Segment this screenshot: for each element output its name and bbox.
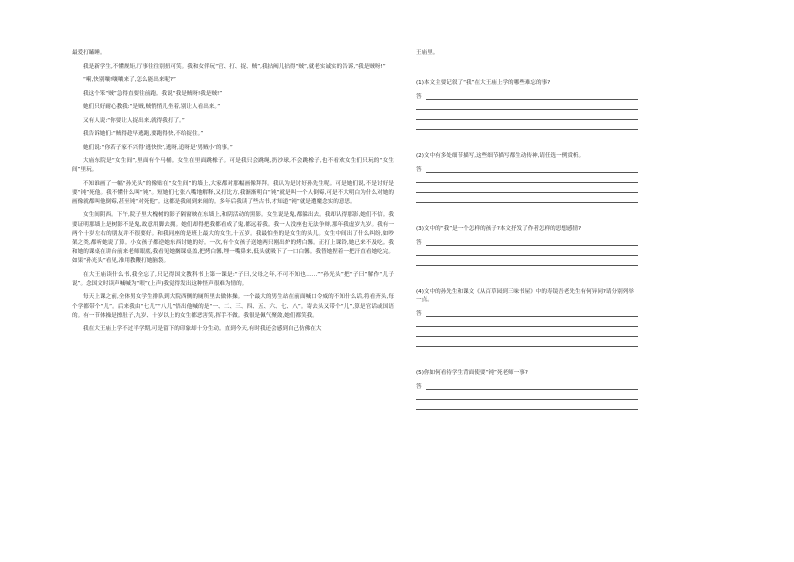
answer-row xyxy=(416,381,638,390)
body-paragraph: 大庙东院是“女生间”,里面有个马桶。女生在里面跳橡子。可是我只会跳绳,扔沙球,不会跳橡子,也不看欢女生们只玩的“女生间”里玩。 xyxy=(72,158,394,174)
answer-row xyxy=(416,164,638,173)
answer-row xyxy=(416,237,638,246)
answer-line[interactable] xyxy=(416,120,638,130)
answer-line[interactable] xyxy=(416,390,638,400)
body-paragraph: 又有人说:“你要让人捉出来,就得我打了。” xyxy=(83,117,185,124)
answer-label: 答 xyxy=(416,240,422,246)
answer-label: 答 xyxy=(416,311,422,317)
answer-line[interactable] xyxy=(426,383,638,390)
question-text: (1)本文主要记叙了“我”在大王庙上学的哪些难忘的事? xyxy=(416,80,551,86)
question-block xyxy=(416,79,638,130)
question-text: (5)你如何看待学生背面使要“钝”死老师一事? xyxy=(416,370,528,376)
answer-label: 答 xyxy=(416,94,422,100)
body-paragraph: 她们只好耐心教我:“是贼,贼悄悄儿坐着,别让人看出来。” xyxy=(83,104,221,110)
answer-line[interactable] xyxy=(416,400,638,410)
question-block xyxy=(416,288,638,347)
question-text: (3)文中的“我”是一个怎样的孩子?本文抒发了作者怎样的思想感情? xyxy=(416,226,582,232)
body-paragraph: 每天上课之前,全体男女学生排队到大院西侧的厕所里去做体操。一个最大的男生站在前面喊口令威的不知什么话,将看齐头,每个学都带个“儿”。后来我由“七儿”“八儿”悟出他喊的是“一、二、三、四、五、六、七、八”。寄去头又带个“儿”,算是官话或国语的。有一节体操是擦肚子,九岁、十岁以上的女生都恶害笑,挥手不做。我很是佩气聚敛,她们都笑我。 xyxy=(72,294,394,319)
answer-line[interactable] xyxy=(416,110,638,120)
answer-line[interactable] xyxy=(416,193,638,203)
answer-line[interactable] xyxy=(426,166,638,173)
body-paragraph: “嗬,快别嚷!嚷嚷来了,怎么能出来呢?” xyxy=(83,77,176,83)
continuation-text: 王庙里。 xyxy=(416,50,439,56)
body-paragraph: 在大王庙读什么书,我全忘了,只记得国文教科书上第一课是:“子曰,父母之年,不可不知也……”“孙光头”把“子曰”解作“儿子说”。念国文时读声喊喊为“哏”(上声)我觉得发出这种怪声很难为情的。 xyxy=(72,271,394,287)
body-paragraph: 我是新学生,不懂规矩,厅事往往别扭可笑。我和女伴玩“官、打、捉、贼”,我拈阄儿拈得“贼”,就老实诚实的告诉,“我是贼呀!” xyxy=(83,63,386,70)
right-question-column xyxy=(416,49,638,410)
answer-line[interactable] xyxy=(416,183,638,193)
body-paragraph: 最爱打瞌睡。 xyxy=(72,50,106,56)
answer-line[interactable] xyxy=(416,100,638,110)
answer-label: 答 xyxy=(416,167,422,173)
answer-line[interactable] xyxy=(416,327,638,337)
answer-row xyxy=(416,91,638,100)
answer-line[interactable] xyxy=(416,317,638,327)
body-paragraph: 我这个笨“贼”急得直要往前跑。我说“我是贼呀!我是贼!” xyxy=(83,90,223,97)
body-paragraph: 她们说:“你若子家不兴得‘逃快快’,逃呀,追呀是‘男贼小’的事。” xyxy=(83,144,233,151)
question-block xyxy=(416,369,638,410)
answer-label: 答 xyxy=(416,384,422,390)
body-paragraph: 不知谁画了一幅“孙光头”的像贴在“女生间”的墙上,大家都对那幅画像拜拜。我认为是讨好孙先生呢。可是她们说,不是讨好是要“钝”死他。我不懂什么叫“钝”。短她们七张八嘴地解释,又打比方,我渐渐明白“钝”就是叫一个人倒霉,可是不大明白为什么对她的画像就都叫他倒霉,甚至钝“对死他”。这都是我闹到来闹的。多年后我读了些古书,才知道“钝”就是遭魔念实的意思。 xyxy=(72,180,394,205)
answer-line[interactable] xyxy=(426,93,638,100)
answer-line[interactable] xyxy=(416,337,638,347)
question-block xyxy=(416,152,638,203)
answer-line[interactable] xyxy=(416,246,638,256)
answer-line[interactable] xyxy=(416,173,638,183)
left-text-column xyxy=(72,49,394,339)
answer-line[interactable] xyxy=(426,239,638,246)
body-paragraph: 女生间阴西。下午,院子里大槐树的影子隔窗映在东墙上,和阴活动的黑影。女生说是鬼,都躲出去。我却认得那影,她们不信。我要证明那墙上是树影不是鬼,故意用脚去拥。她们却得把我都看成了鬼,都远着我。我一人没座也无法争辩,那年我虚岁九岁。我有一两个十岁左右的朋友并不很要好。和我同座的是班上最大的女生,十五岁。我最怕坐的是女生的头儿。女生中间出了什么纠纷,如吵架之类,都听她说了算。小女孩子都逆她东西讨她的好。一次,有个女孩子送她两只刚出炉的烤白馨。正打上课铃,她已来不及吃。我和她的课桌在讲台前来老师眼底,我看见她搁课桌盖,把烤白馨,埋一嘴鼻来,低头就吸下了一口白馨。我替她捏着一把汗直看她吃完。如果“孙光头”看见,准用教鞭打她脑袋。 xyxy=(72,212,394,265)
answer-row xyxy=(416,308,638,317)
question-text: (4)文中的孙先生和课文《从百草园到三味书屋》中的寿镜吾老先生有何异同?请分别列举一点。 xyxy=(416,289,634,303)
question-block xyxy=(416,225,638,266)
answer-line[interactable] xyxy=(416,256,638,266)
body-paragraph: 我在大王庙上学不过半学期,可是留下的印象却十分生动。直到今天,有时我还会感到自己仿佛在大 xyxy=(83,326,322,333)
answer-line[interactable] xyxy=(426,310,638,317)
question-list xyxy=(416,79,638,410)
question-text: (2)文中有多处细节描写,这些细节描写都生动传神,请任选一例赏析。 xyxy=(416,153,585,159)
body-paragraph: 我告诉她们:“贼得趁早逃跑,要跑得快,不给捉住。” xyxy=(83,131,204,137)
